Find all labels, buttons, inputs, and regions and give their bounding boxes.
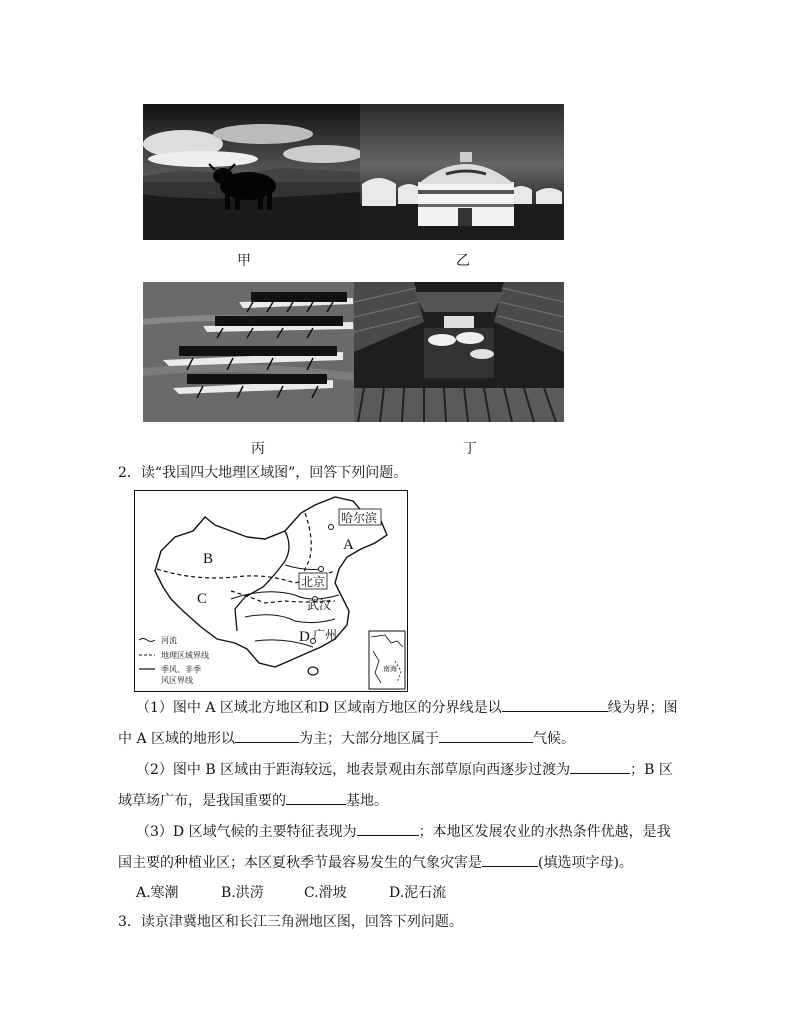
q2-part3-text-b: ；本地区发展农业的水热条件优越，是我 (418, 824, 671, 840)
question-3-title: 3．读京津冀地区和长江三角洲地区图，回答下列问题。 (118, 914, 463, 930)
yurt-photo (360, 104, 564, 240)
q2-part2-text-a: （2）图中 B 区域由于距海较远，地表景观由东部草原向西逐步过渡为 (136, 762, 571, 778)
q2-part3-blank-2[interactable] (482, 852, 538, 867)
q2-part2-text-c: 域草场广布，是我国重要的 (118, 793, 286, 809)
q2-part3-line2 (118, 852, 633, 872)
q2-part2-line2 (118, 790, 388, 810)
photo-caption-jia: 甲 (237, 253, 251, 269)
photo-caption-ding: 丁 (463, 441, 477, 457)
q2-part1-text-e: 气候。 (533, 731, 576, 747)
map-label-B: B (203, 551, 214, 567)
question-2-title: 2．读“我国四大地理区域图”，回答下列问题。 (118, 465, 408, 481)
option-b[interactable]: B.洪涝 (221, 885, 264, 901)
q2-part1-line1 (136, 697, 678, 717)
option-a[interactable]: A.寒潮 (136, 885, 179, 901)
option-d[interactable]: D.泥石流 (389, 885, 447, 901)
q2-part3-text-d: (填选项字母)。 (538, 855, 633, 871)
q2-part2-text-d: 基地。 (346, 793, 388, 809)
q2-part3-line1 (136, 821, 671, 841)
south-china-sea-inset (369, 631, 405, 689)
photo-caption-bing: 丙 (251, 441, 265, 457)
map-label-A: A (343, 537, 354, 553)
q2-part3-text-c: 国主要的种植业区；本区夏秋季节最容易发生的气象灾害是 (118, 855, 482, 871)
map-label-beijing: 北京 (301, 575, 326, 589)
legend-river: 河流 (161, 636, 177, 645)
dragon-boat-photo (143, 282, 354, 422)
q2-part1-text-a: （1）图中 A 区域北方地区和D 区域南方地区的分界线是以 (136, 700, 502, 716)
q2-part1-text-d: 为主；大部分地区属于 (299, 731, 440, 747)
q2-part3-text-a: （3）D 区域气候的主要特征表现为 (136, 824, 357, 840)
map-label-C: C (197, 591, 208, 607)
q2-part2-blank-2[interactable] (286, 790, 346, 805)
q2-part1-blank-1[interactable] (502, 697, 608, 712)
legend-monsoon-boundary-2: 风区界线 (161, 676, 193, 685)
q2-options (136, 882, 446, 902)
map-label-harbin: 哈尔滨 (341, 511, 378, 525)
inset-label-nanhai: 南海 (383, 665, 397, 673)
courtyard-house-photo (354, 282, 564, 422)
q2-part2-blank-1[interactable] (570, 759, 630, 774)
yak-grassland-photo (143, 104, 360, 240)
map-label-guangzhou: 广州 (313, 628, 338, 642)
photo-caption-yi: 乙 (456, 253, 470, 269)
q2-part1-line2 (118, 728, 575, 748)
legend-monsoon-boundary-1: 季风、非季 (161, 665, 201, 674)
q2-part2-text-b: ；B 区 (630, 762, 673, 778)
map-label-wuhan: 武汉 (307, 598, 332, 612)
option-c[interactable]: C.滑坡 (304, 885, 347, 901)
q2-part2-line1 (136, 759, 673, 779)
map-label-D: D (299, 629, 310, 645)
q2-part3-blank-1[interactable] (357, 821, 419, 836)
q2-part1-blank-3[interactable] (439, 728, 533, 743)
map-legend (139, 635, 209, 685)
q2-part1-text-c: 中 A 区域的地形以 (118, 731, 236, 747)
q2-part1-blank-2[interactable] (235, 728, 299, 743)
q2-part1-text-b: 线为界；图 (607, 700, 678, 716)
china-regions-map (134, 490, 408, 692)
legend-region-boundary: 地理区域界线 (161, 651, 209, 660)
